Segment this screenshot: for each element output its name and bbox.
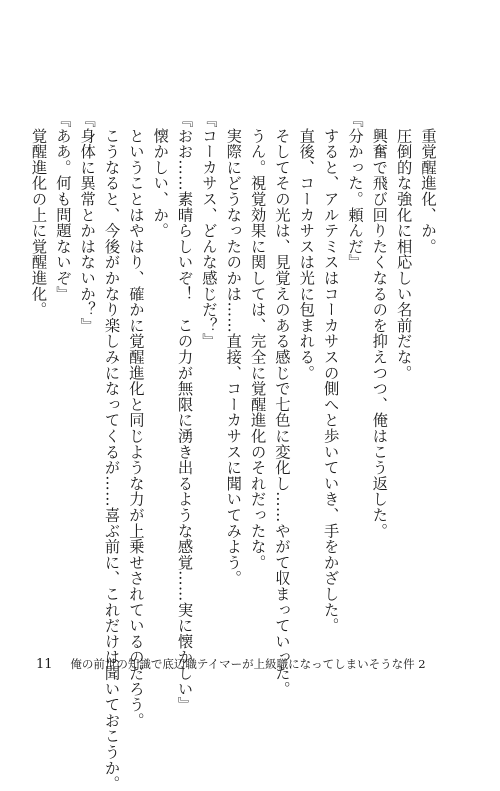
text-line: 『身体に異常とかはないか？』 [78, 112, 97, 334]
text-line: うん。視覚効果に関しては、完全に覚醒進化のそれだったな。 [248, 112, 267, 571]
text-line: 興奮で飛び回りたくなるのを抑えつつ、俺はこう返した。 [370, 112, 389, 539]
text-line: すると、アルテミスはコーカサスの側へと歩いていき、手をかざした。 [321, 112, 340, 634]
text-line: 覚醒進化の上に覚醒進化。 [29, 112, 48, 318]
running-title: 俺の前世の知識で底辺職テイマーが上級職になってしまいそうな件 2 [70, 657, 426, 671]
page-footer [36, 657, 426, 672]
text-line: 『おお……素晴らしいぞ！ この力が無限に湧き出るような感覚……実に懐かしい』 [175, 112, 194, 713]
page-number: 11 [36, 657, 53, 672]
text-line: 圧倒的な強化に相応しい名前だな。 [394, 112, 413, 381]
text-line: 懐かしい、か。 [151, 112, 170, 239]
text-line: そしてその光は、見覚えのある感じで七色に変化し……やがて収まっていった。 [272, 112, 291, 697]
text-line: 『分かった。頼んだ』 [345, 112, 364, 270]
text-line: 実際にどうなったのかは……直接、コーカサスに聞いてみよう。 [224, 112, 243, 586]
text-line: 重覚醒進化、か。 [419, 112, 437, 255]
text-line: こうなると、今後がかなり楽しみになってくるが……喜ぶ前に、これだけは聞いておこうか。 [102, 112, 121, 791]
text-line: ということはやはり、確かに覚醒進化と同じような力が上乗せされているのだろう。 [126, 112, 145, 729]
text-line: 『ああ。何も問題ないぞ』 [53, 112, 72, 302]
text-line: 『コーカサス、どんな感じだ？』 [199, 112, 218, 349]
text-line: 直後、コーカサスは光に包まれる。 [297, 112, 316, 381]
